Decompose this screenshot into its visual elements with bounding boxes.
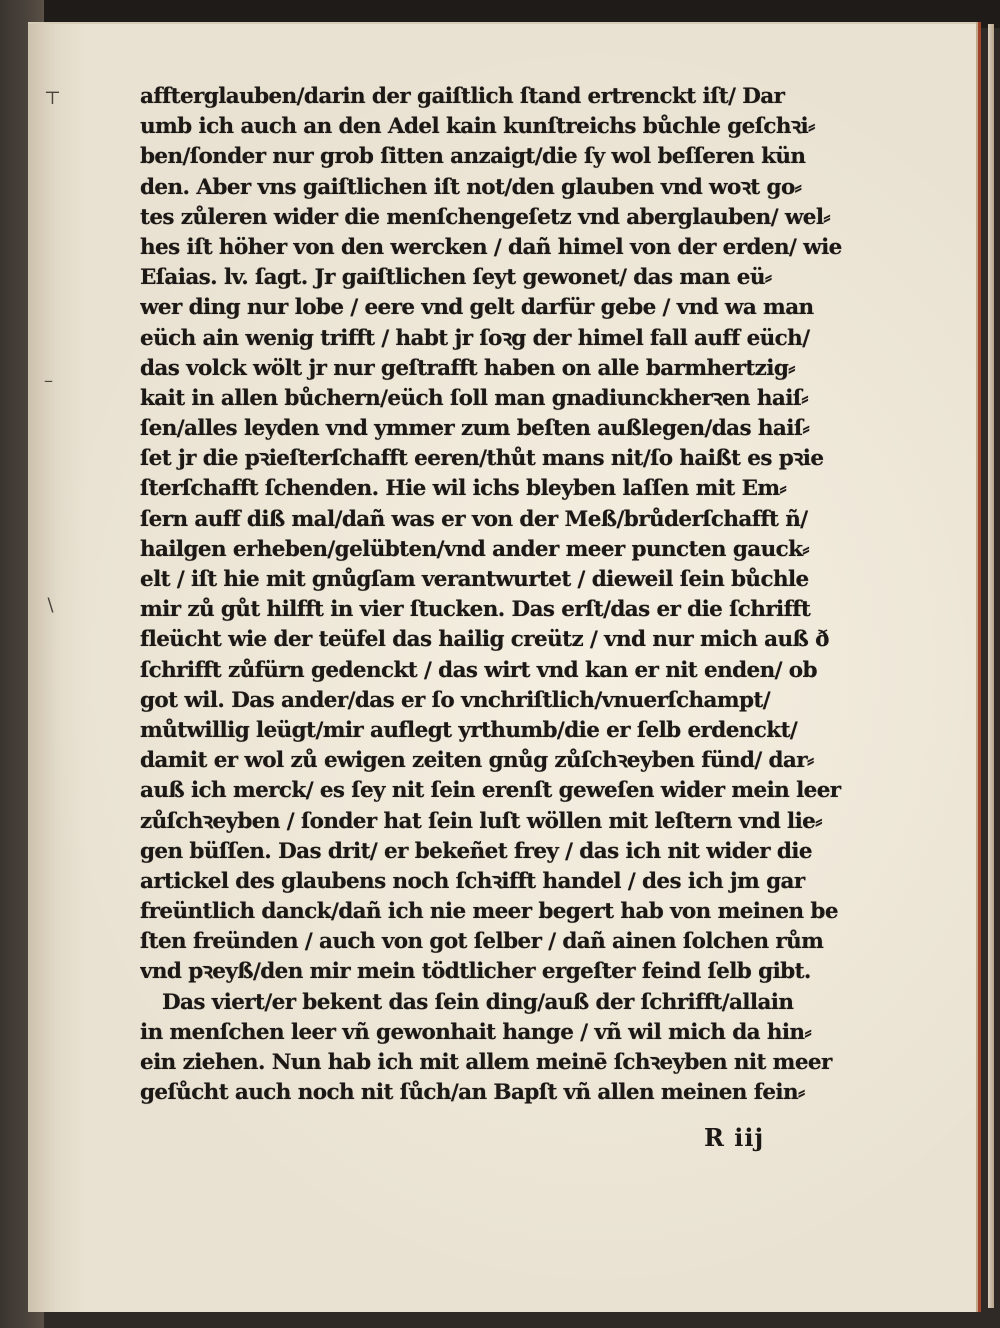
text-line: ſchrifft zůfürn gedenckt / das wirt vnd kan er nit enden/ ob: [140, 657, 817, 683]
text-line: tes zůleren wider die menſchengeſetz vnd aberglauben/ wel⸗: [140, 204, 830, 230]
text-line: ſen/alles leyden vnd ymmer zum beſten außlegen/das haiſ⸗: [140, 416, 810, 442]
text-line: got wil. Das ander/das er ſo vnchriſtlich/vnuerſchampt/: [140, 687, 771, 713]
text-line: gen büſſen. Das drit/ er bekeñet frey / das ich nit wider die: [140, 838, 812, 864]
text-line: in menſchen leer vñ gewonhait hange / vñ wil mich da hin⸗: [140, 1019, 812, 1045]
text-line: mir zů gůt hilfft in vier ſtucken. Das erſt/das er die ſchrifft: [140, 597, 811, 623]
text-line: das volck wölt jr nur geſtrafft haben on alle barmhertzig⸗: [140, 355, 795, 381]
text-line: umb ich auch an den Adel kain kunſtreichs bůchle geſchꝛi⸗: [140, 114, 815, 140]
text-line: ſet jr die pꝛieſterſchafft eeren/thůt mans nit/ſo haißt es pꝛie: [140, 446, 824, 472]
text-line: damit er wol zů ewigen zeiten gnůg zůſchꝛeyben fünd/ dar⸗: [140, 748, 814, 774]
page-edge-right: [988, 24, 994, 1308]
text-line: Eſaias. lv. ſagt. Jr gaiſtlichen ſeyt gewonet/ das man eü⸗: [140, 265, 772, 291]
text-line: ſterſchafft ſchenden. Hie wil ichs bleyben laſſen mit Em⸗: [140, 476, 787, 502]
text-line: auß ich merck/ es ſey nit ſein erenſt geweſen wider mein leer: [140, 778, 841, 804]
margin-mark: –: [44, 370, 53, 391]
text-line: vnd pꝛeyß/den mir mein tödtlicher ergeſter feind ſelb gibt.: [140, 959, 811, 985]
text-line: eüch ain wenig trifft / habt jr ſoꝛg der himel fall auff eüch/: [140, 325, 810, 351]
text-line: den. Aber vns gaiſtlichen iſt not/den glauben vnd woꝛt go⸗: [140, 174, 802, 200]
text-line: hes iſt höher von den wercken / dañ himel von der erden/ wie: [140, 234, 842, 260]
text-line: kait in allen bůchern/eüch ſoll man gnadiunckherꝛen haiſ⸗: [140, 385, 808, 411]
margin-mark: ⊤: [44, 88, 61, 109]
text-line: fleücht wie der teüfel das hailig creütz / vnd nur mich auß ð: [140, 627, 829, 653]
text-line: ſern auff diß mal/dañ was er von der Meß/brůderſchafft ñ/: [140, 506, 808, 532]
text-line: zůſchꝛeyben / ſonder hat ſein luſt wöllen mit leſtern vnd lie⸗: [140, 808, 822, 834]
text-line: elt / iſt hie mit gnůgſam verantwurtet / dieweil ſein bůchle: [140, 567, 809, 592]
body-text: [140, 82, 845, 1108]
text-line: geſůcht auch noch nit ſůch/an Bapſt vñ allen meinen fein⸗: [140, 1080, 805, 1106]
signature-mark: R iij: [704, 1123, 765, 1152]
text-line: můtwillig leügt/mir auflegt yrthumb/die er ſelb erdenckt/: [140, 717, 798, 743]
text-line: wer ding nur lobe / eere vnd gelt darfür gebe / vnd wa man: [140, 295, 814, 321]
paragraph-start-line: Das viert/er bekent das ſein ding/auß der ſchrifft/allain: [162, 989, 794, 1015]
text-line: ſten freünden / auch von got ſelber / dañ ainen ſolchen rům: [140, 929, 824, 955]
text-line: hailgen erheben/gelübten/vnd ander meer puncten gauck⸗: [140, 536, 809, 562]
text-line: affterglauben/darin der gaiſtlich ſtand ertrenckt iſt/ Dar: [140, 84, 785, 109]
margin-mark: ∖: [44, 595, 56, 616]
text-line: ein ziehen. Nun hab ich mit allem meinē ſchꝛeyben nit meer: [140, 1050, 832, 1075]
text-line: ben/ſonder nur grob ſitten anzaigt/die ſy wol beſſeren kün: [140, 144, 806, 170]
text-line: freüntlich danck/dañ ich nie meer begert hab von meinen be: [140, 899, 838, 925]
text-line: artickel des glaubens noch ſchꝛifft handel / des ich jm gar: [140, 868, 805, 894]
